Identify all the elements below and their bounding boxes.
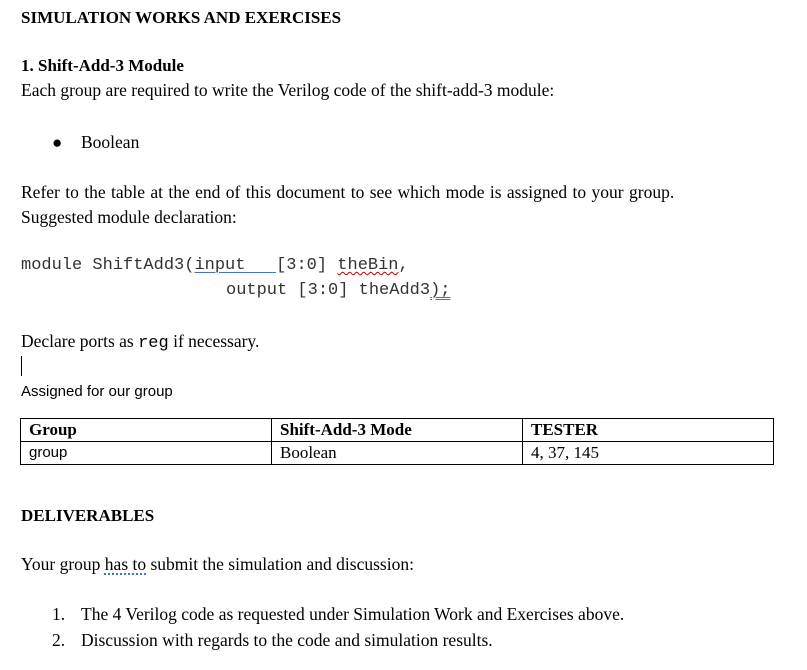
deliverables-heading: DELIVERABLES xyxy=(21,506,155,525)
section-heading-shift-add-3: 1. Shift-Add-3 Module xyxy=(21,56,184,75)
list-item: Discussion with regards to the code and simulation results. xyxy=(81,630,493,650)
table-header-row xyxy=(21,419,774,442)
table-header-cell: Shift-Add-3 Mode xyxy=(272,419,523,442)
code-keyword-module: module xyxy=(21,256,83,275)
code-module-name: ShiftAdd3 xyxy=(92,256,185,275)
assignment-table xyxy=(20,418,774,465)
code-range-1: [3:0] xyxy=(276,256,328,275)
section-intro-text: Each group are required to write the Verilog code of the shift-add-3 module: xyxy=(21,80,555,100)
list-number: 2. xyxy=(52,630,66,650)
code-paren-open: ( xyxy=(184,256,195,275)
list-number: 1. xyxy=(52,604,66,624)
table-cell-tester: 4, 37, 145 xyxy=(523,442,774,465)
text-cursor[interactable] xyxy=(21,356,22,376)
assigned-label: Assigned for our group xyxy=(21,383,173,400)
list-item: The 4 Verilog code as requested under Simulation Work and Exercises above. xyxy=(81,604,625,624)
refer-text-line-2: Suggested module declaration: xyxy=(21,207,237,227)
table-cell-group: group xyxy=(21,442,272,465)
code-line-1 xyxy=(21,256,409,275)
code-end-paren: ); xyxy=(430,281,451,300)
code-range-2: [3:0] xyxy=(297,281,349,300)
table-header-cell: Group xyxy=(21,419,272,442)
table-cell-mode: Boolean xyxy=(272,442,523,465)
code-port-theadd3: theAdd3 xyxy=(358,281,431,300)
code-comma: , xyxy=(398,256,409,275)
declare-keyword-reg: reg xyxy=(138,334,169,353)
code-line-2 xyxy=(226,281,450,300)
declare-text-pre: Declare ports as xyxy=(21,331,134,351)
bullet-dot-icon: ● xyxy=(52,133,63,152)
bullet-item-boolean: Boolean xyxy=(81,132,140,152)
declare-ports-text xyxy=(21,331,259,353)
refer-text-line-1: Refer to the table at the end of this document to see which mode is assigned to your group. xyxy=(21,182,675,202)
document-title: SIMULATION WORKS AND EXERCISES xyxy=(21,8,342,27)
deliverables-intro: Your group has to submit the simulation and discussion: xyxy=(21,554,414,574)
table-row xyxy=(21,442,774,465)
has-to-phrase: has to xyxy=(104,554,147,574)
code-keyword-input: input xyxy=(194,256,246,275)
code-port-thebin: theBin xyxy=(337,256,399,275)
declare-text-post: if necessary. xyxy=(173,331,260,351)
code-keyword-output: output xyxy=(226,281,288,300)
table-header-cell: TESTER xyxy=(523,419,774,442)
